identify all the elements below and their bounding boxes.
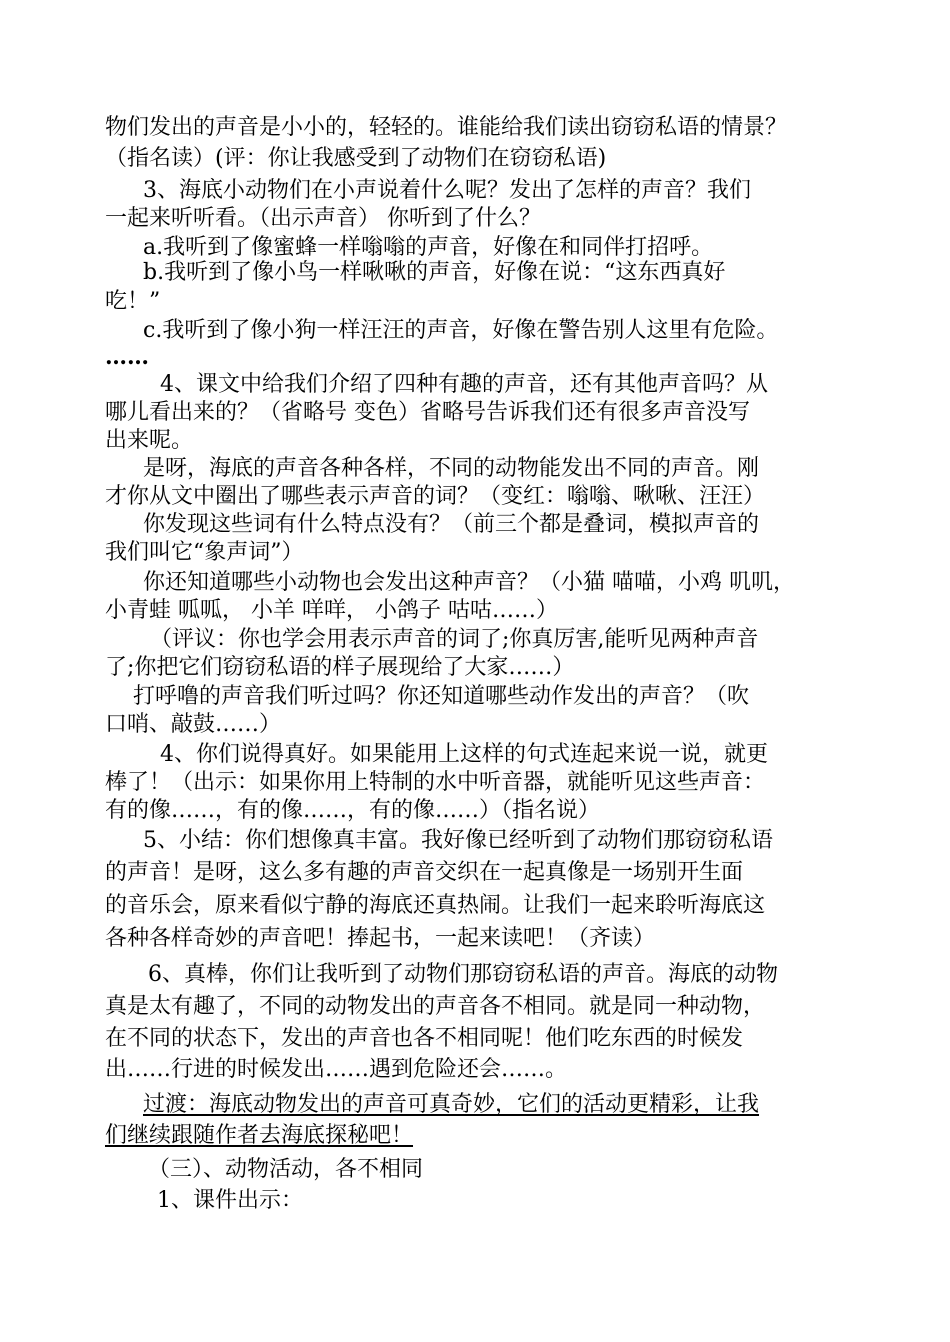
text-line: 5、小结：你们想像真丰富。我好像已经听到了动物们那窃窃私语 — [143, 828, 773, 853]
text-line: 打呼噜的声音我们听过吗？你还知道哪些动作发出的声音？（吹 — [133, 684, 750, 709]
text-line: b.我听到了像小鸟一样啾啾的声音，好像在说：“这东西真好 — [143, 260, 726, 285]
text-line: 一起来听听看。（出示声音） 你听到了什么？ — [105, 206, 541, 231]
text-line: 的音乐会，原来看似宁静的海底还真热闹。让我们一起来聆听海底这 — [105, 893, 766, 918]
text-line: 3、海底小动物们在小声说着什么呢？发出了怎样的声音？我们 — [143, 178, 751, 203]
text-line: 我们叫它“象声词”） — [105, 540, 304, 565]
text-line: 你发现这些词有什么特点没有？（前三个都是叠词，模拟声音的 — [143, 512, 760, 537]
text-line: 哪儿看出来的？（省略号 变色）省略号告诉我们还有很多声音没写 — [105, 400, 750, 425]
text-line: 才你从文中圈出了哪些表示声音的词？（变红：嗡嗡、啾啾、汪汪） — [105, 484, 766, 509]
transition-text-line: 过渡：海底动物发出的声音可真奇妙，它们的活动更精彩，让我 — [143, 1092, 760, 1117]
text-line: 6、真棒，你们让我听到了动物们那窃窃私语的声音。海底的动物 — [148, 962, 778, 987]
text-line: 各种各样奇妙的声音吧！捧起书，一起来读吧！（齐读） — [105, 926, 656, 951]
text-line: 棒了！（出示：如果你用上特制的水中听音器，就能听见这些声音： — [105, 770, 766, 795]
text-line: 是呀，海底的声音各种各样，不同的动物能发出不同的声音。刚 — [143, 456, 760, 481]
text-line: （指名读）(评：你让我感受到了动物们在窃窃私语) — [105, 146, 607, 171]
text-line: 吃！” — [105, 289, 161, 314]
text-line: 有的像……，有的像……，有的像……）（指名说） — [105, 798, 601, 823]
text-line: 你还知道哪些小动物也会发出这种声音？（小猫 喵喵，小鸡 叽叽， — [143, 570, 795, 595]
text-line: 在不同的状态下，发出的声音也各不相同呢！他们吃东西的时候发 — [105, 1026, 744, 1051]
text-line: （评议：你也学会用表示声音的词了;你真厉害,能听见两种声音 — [150, 627, 759, 652]
transition-text-line: 们继续跟随作者去海底探秘吧！ — [105, 1123, 414, 1148]
text-line: 小青蛙 呱呱， 小羊 咩咩， 小鸽子 咕咕……） — [105, 598, 558, 623]
text-line: 真是太有趣了，不同的动物发出的声音各不相同。就是同一种动物， — [105, 994, 766, 1019]
text-line: a.我听到了像蜜蜂一样嗡嗡的声音，好像在和同伴打招呼。 — [143, 235, 714, 260]
text-line: 了;你把它们窃窃私语的样子展现给了大家……） — [105, 655, 575, 680]
text-line: 出来呢。 — [105, 428, 194, 453]
text-line: …… — [105, 344, 149, 370]
text-line: 1、课件出示： — [157, 1188, 303, 1213]
text-line: 4、课文中给我们介绍了四种有趣的声音，还有其他声音吗？从 — [160, 372, 768, 397]
text-line: 的声音！是呀，这么多有趣的声音交织在一起真像是一场别开生面 — [105, 860, 744, 885]
text-line: 物们发出的声音是小小的，轻轻的。谁能给我们读出窃窃私语的情景？ — [105, 115, 788, 140]
text-line: c.我听到了像小狗一样汪汪的声音，好像在警告别人这里有危险。 — [143, 318, 779, 343]
section-heading: （三）、动物活动，各不相同 — [148, 1157, 424, 1182]
text-line: 4、你们说得真好。如果能用上这样的句式连起来说一说，就更 — [160, 742, 768, 767]
text-line: 出……行进的时候发出……遇到危险还会……。 — [105, 1057, 568, 1082]
text-line: 口哨、敲鼓……） — [105, 712, 282, 737]
